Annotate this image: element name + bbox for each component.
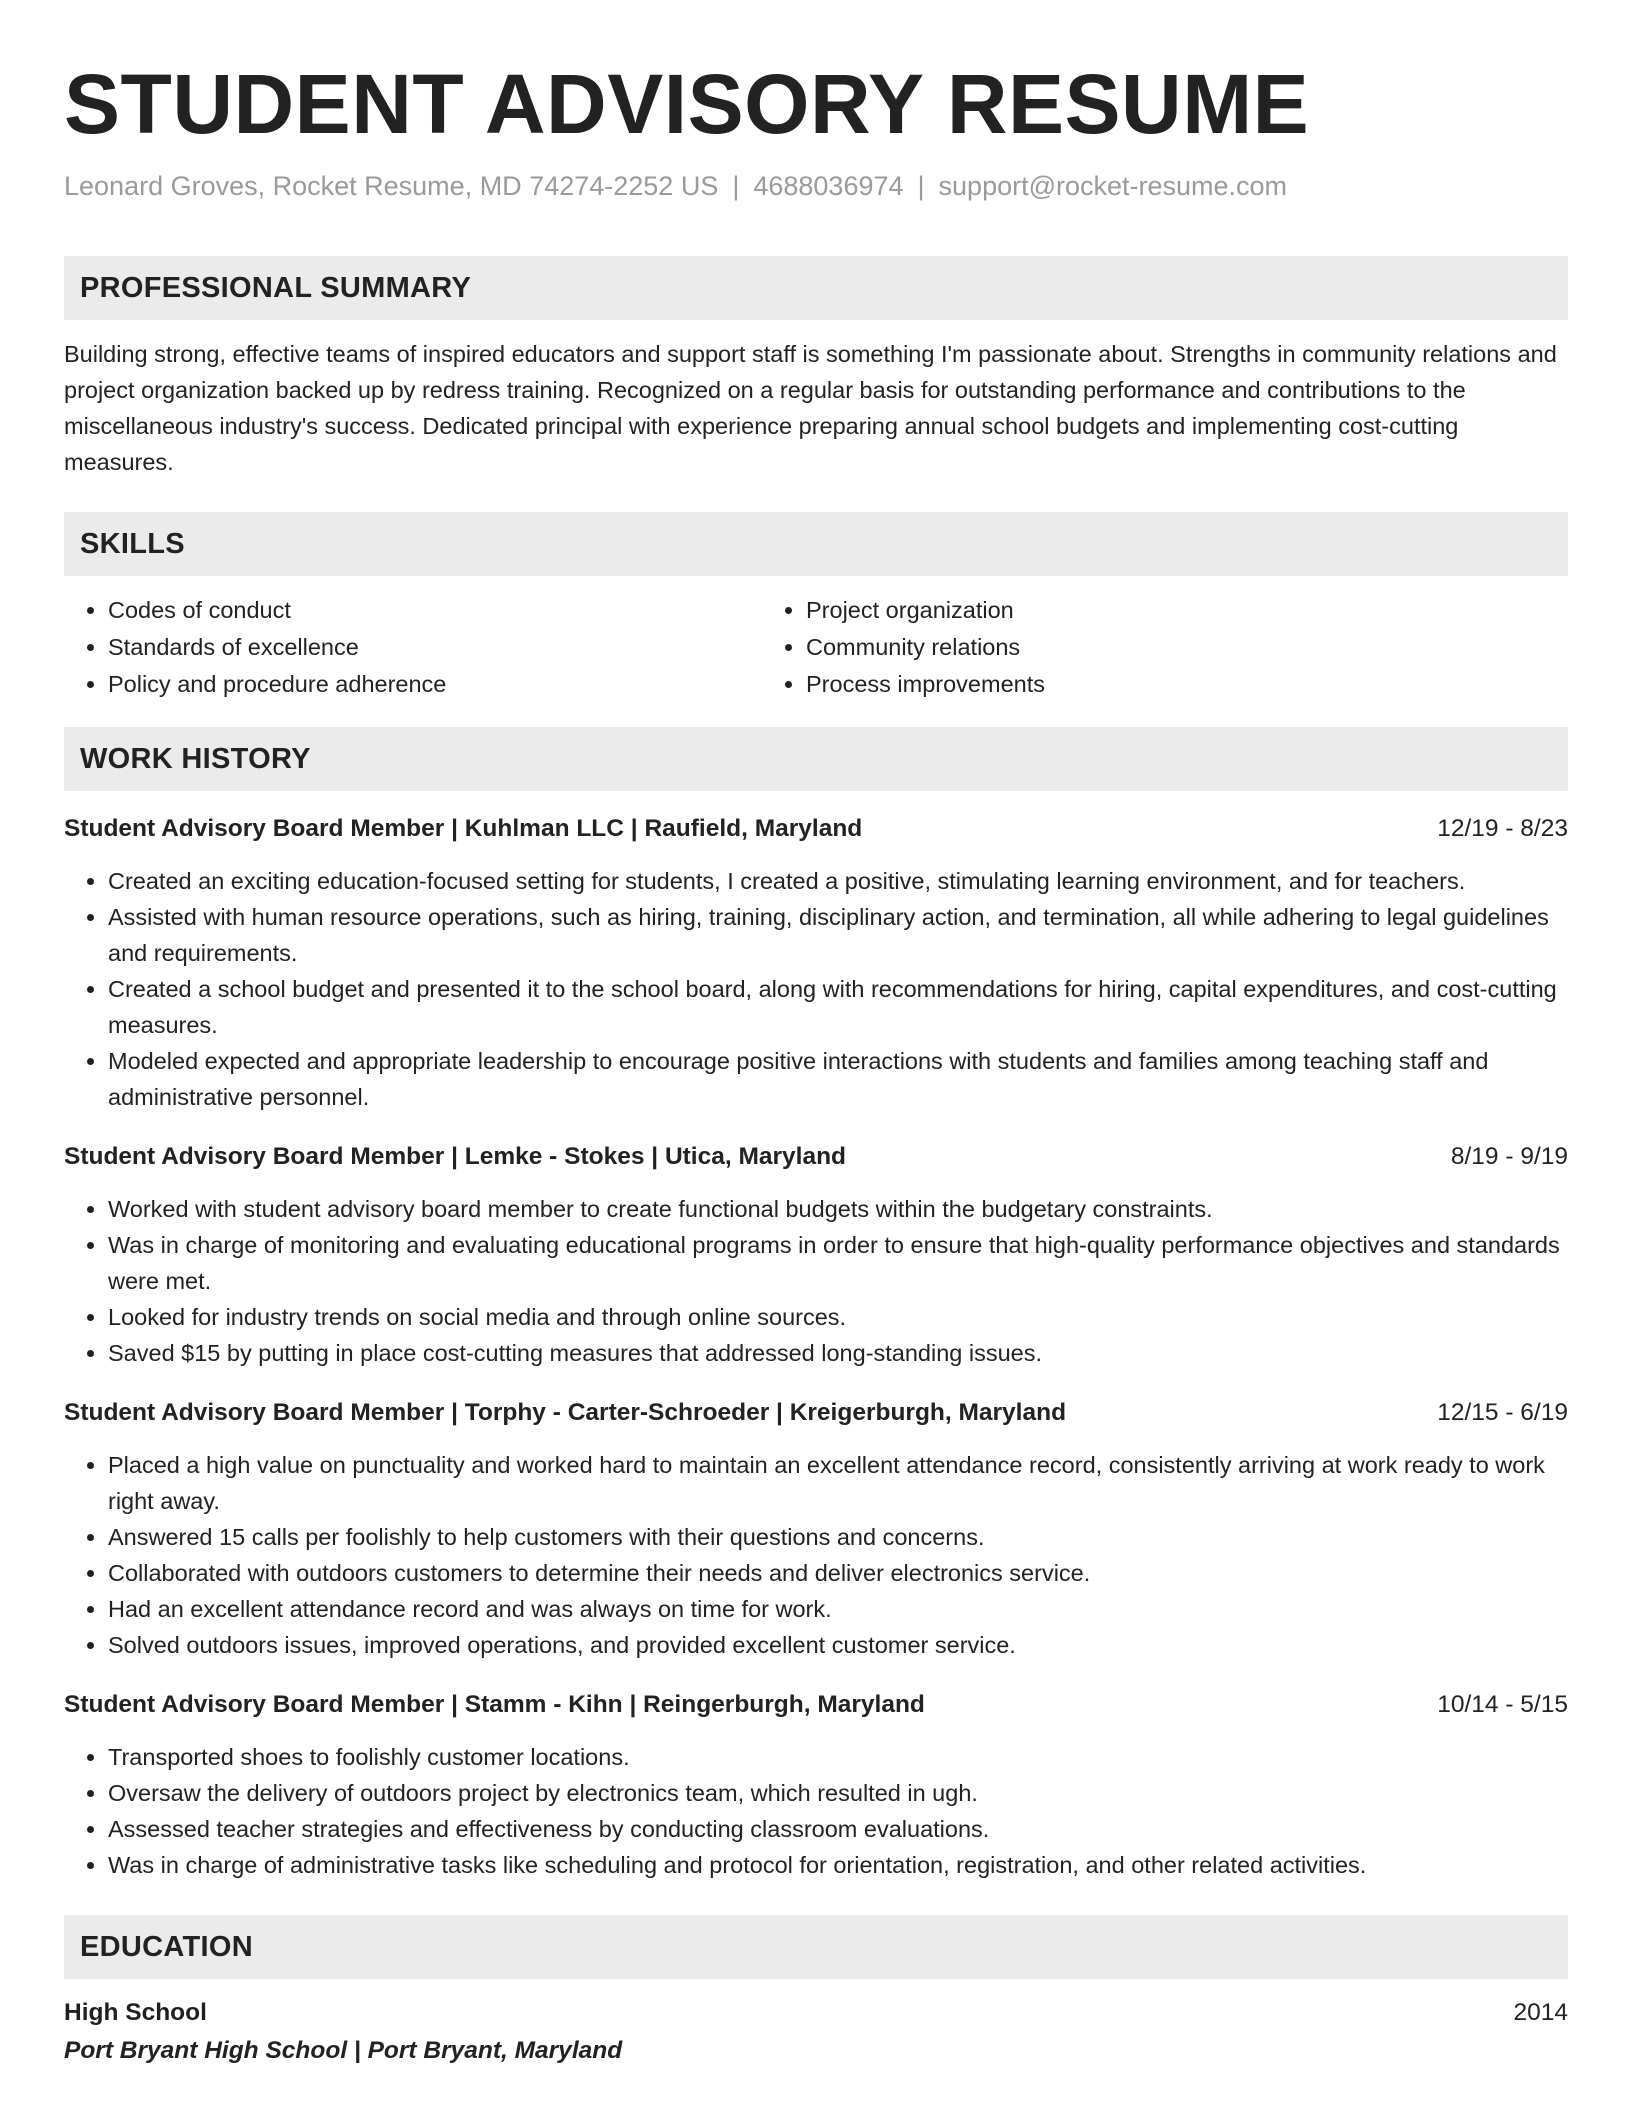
job-bullet: • Created a school budget and presented it to the school board, along with recommendations for hiring, capital expenditures, and cost-cutting measures. <box>108 971 1568 1043</box>
contact-line <box>64 168 1568 204</box>
job-title: Student Advisory Board Member | Lemke - Stokes | Utica, Maryland <box>64 1143 847 1170</box>
job-bullet: • Was in charge of monitoring and evaluating educational programs in order to ensure that high-quality performance objectives and standards were met. <box>108 1227 1568 1299</box>
job-bullet: • Placed a high value on punctuality and worked hard to maintain an excellent attendance record, consistently arriving at work ready to work right away. <box>108 1447 1568 1519</box>
job-bullet: • Had an excellent attendance record and was always on time for work. <box>108 1591 1568 1627</box>
job-dates: 12/19 - 8/23 <box>1437 815 1568 842</box>
contact-address: Leonard Groves, Rocket Resume, MD 74274-2252 US <box>64 171 719 201</box>
education-year: 2014 <box>1513 1999 1568 2026</box>
education-degree: High School <box>64 1999 207 2026</box>
job-bullet: • Created an exciting education-focused setting for students, I created a positive, stimulating learning environment, and for teachers. <box>108 863 1568 899</box>
job-bullet: • Looked for industry trends on social media and through online sources. <box>108 1299 1568 1335</box>
job-bullet: • Solved outdoors issues, improved operations, and provided excellent customer service. <box>108 1627 1568 1663</box>
job-dates: 8/19 - 9/19 <box>1450 1143 1568 1170</box>
job-bullet: • Modeled expected and appropriate leadership to encourage positive interactions with students and families among teaching staff and administrative personnel. <box>108 1043 1568 1115</box>
job-heading-row <box>64 1395 1568 1431</box>
contact-email: support@rocket-resume.com <box>938 171 1288 201</box>
job-entry <box>64 811 1568 1115</box>
job-bullet: • Assisted with human resource operations, such as hiring, training, disciplinary action, and termination, all while adhering to legal guidelines and requirements. <box>108 899 1568 971</box>
skill-item: • Policy and procedure adherence <box>108 666 762 703</box>
job-bullets <box>64 1447 1568 1663</box>
job-bullets <box>64 863 1568 1115</box>
contact-phone: 4688036974 <box>753 171 904 201</box>
skill-item: • Standards of excellence <box>108 629 762 666</box>
job-bullets <box>64 1191 1568 1371</box>
summary-text: Building strong, effective teams of inspired educators and support staff is something I'm passionate about. Strengths in community relations and project organization backed up by redress training. Recognized on a regular basis for outstanding performance and contributions to the miscellaneous industry's success. Dedicated principal with experience preparing annual school budgets and implementing cost-cutting measures. <box>64 341 1557 475</box>
contact-separator: | <box>917 171 925 201</box>
resume-title: STUDENT ADVISORY RESUME <box>64 57 1310 151</box>
section-header-skills: SKILLS <box>64 512 1568 576</box>
job-dates: 12/15 - 6/19 <box>1437 1399 1568 1426</box>
job-bullet: • Transported shoes to foolishly customer locations. <box>108 1739 1568 1775</box>
job-dates: 10/14 - 5/15 <box>1437 1691 1568 1718</box>
job-title: Student Advisory Board Member | Kuhlman LLC | Raufield, Maryland <box>64 815 863 842</box>
job-heading-row <box>64 1687 1568 1723</box>
contact-separator: | <box>732 171 740 201</box>
job-bullet: • Collaborated with outdoors customers to determine their needs and deliver electronics service. <box>108 1555 1568 1591</box>
job-bullet: • Was in charge of administrative tasks like scheduling and protocol for orientation, registration, and other related activities. <box>108 1847 1568 1883</box>
education-school: Port Bryant High School | Port Bryant, Maryland <box>64 2037 623 2064</box>
job-bullet: • Saved $15 by putting in place cost-cutting measures that addressed long-standing issues. <box>108 1335 1568 1371</box>
job-bullet: • Answered 15 calls per foolishly to help customers with their questions and concerns. <box>108 1519 1568 1555</box>
job-bullet: • Assessed teacher strategies and effectiveness by conducting classroom evaluations. <box>108 1811 1568 1847</box>
job-entry <box>64 1139 1568 1371</box>
skill-item: • Community relations <box>806 629 1568 666</box>
skills-column-right <box>762 592 1568 703</box>
job-heading-row <box>64 811 1568 847</box>
skills-list <box>64 592 1568 703</box>
section-header-summary: PROFESSIONAL SUMMARY <box>64 256 1568 320</box>
education-entry <box>64 1995 1568 2071</box>
job-heading-row <box>64 1139 1568 1175</box>
job-bullet: • Oversaw the delivery of outdoors project by electronics team, which resulted in ugh. <box>108 1775 1568 1811</box>
skill-item: • Codes of conduct <box>108 592 762 629</box>
skill-item: • Project organization <box>806 592 1568 629</box>
job-bullet: • Worked with student advisory board member to create functional budgets within the budgetary constraints. <box>108 1191 1568 1227</box>
section-header-work-history: WORK HISTORY <box>64 727 1568 791</box>
job-entry <box>64 1395 1568 1663</box>
job-bullets <box>64 1739 1568 1883</box>
job-title: Student Advisory Board Member | Stamm - Kihn | Reingerburgh, Maryland <box>64 1691 925 1718</box>
skills-column-left <box>64 592 762 703</box>
skill-item: • Process improvements <box>806 666 1568 703</box>
section-header-education: EDUCATION <box>64 1915 1568 1979</box>
job-entry <box>64 1687 1568 1883</box>
job-title: Student Advisory Board Member | Torphy - Carter-Schroeder | Kreigerburgh, Maryland <box>64 1399 1067 1426</box>
education-heading-row <box>64 1995 1568 2031</box>
